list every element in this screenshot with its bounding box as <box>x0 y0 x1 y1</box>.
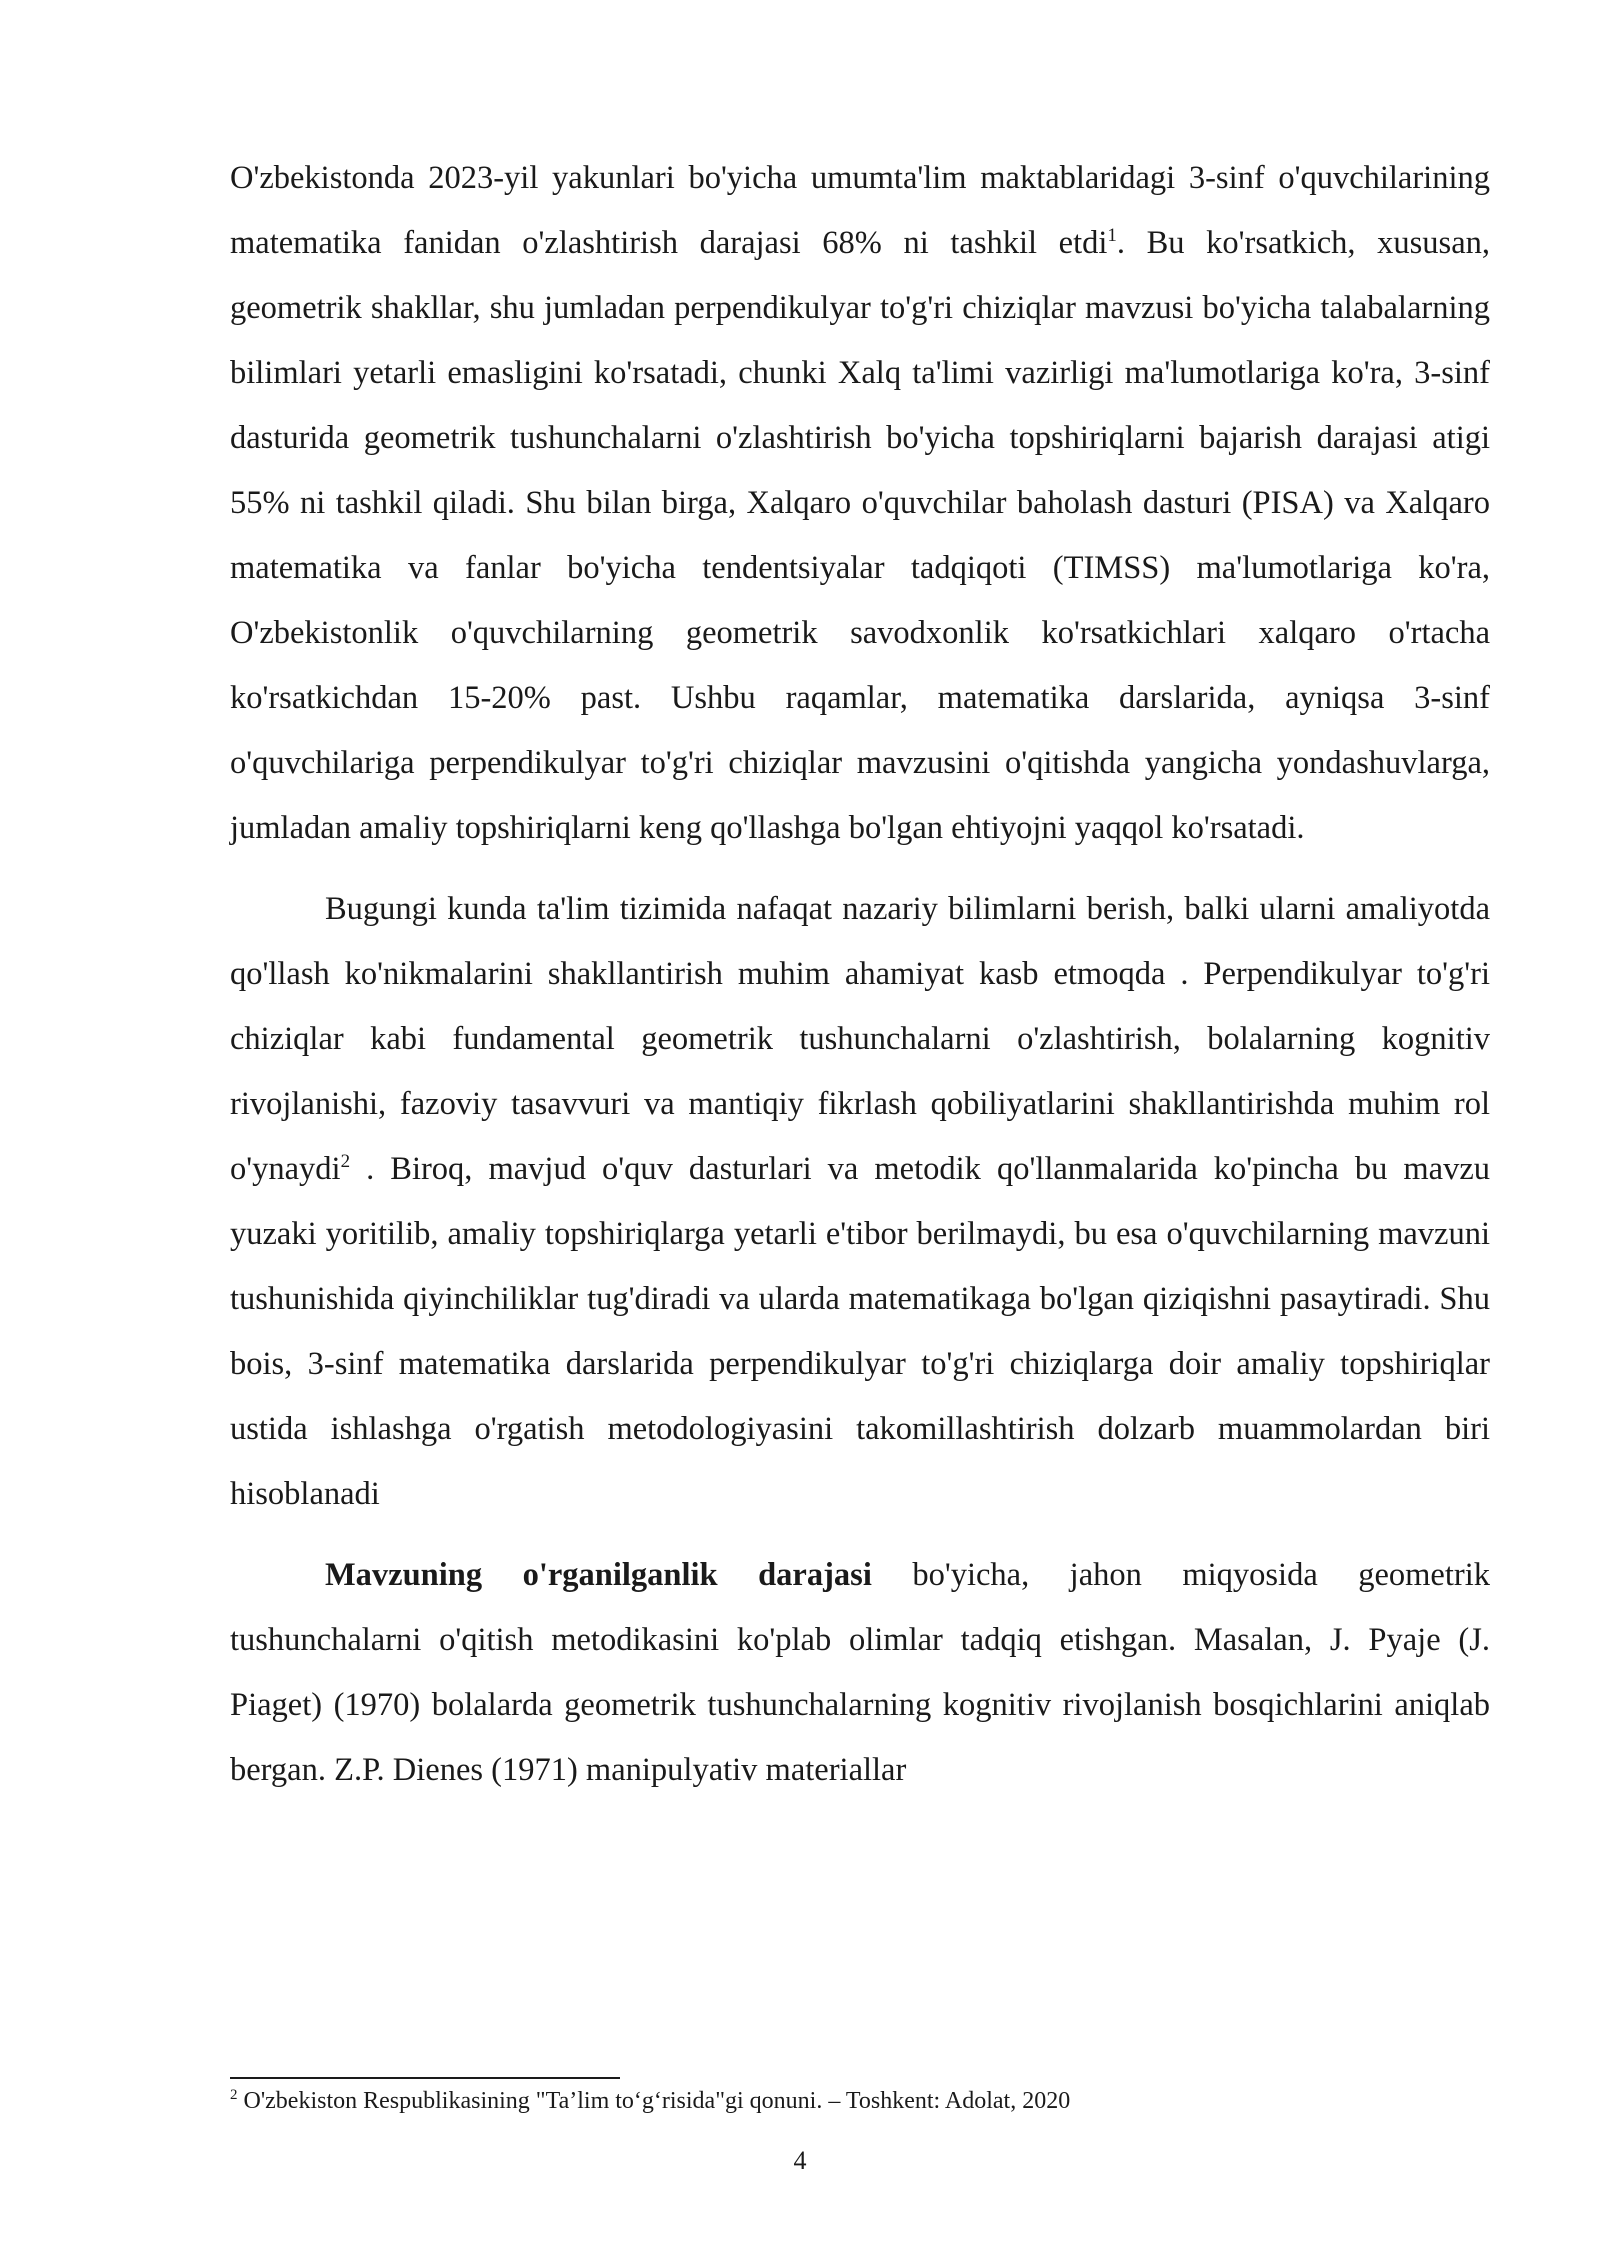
section-lead-heading: Mavzuning o'rganilganlik darajasi <box>325 1557 872 1593</box>
footnote <box>230 2084 1490 2118</box>
paragraph-3-text: bo'yicha, jahon miqyosida geometrik tushunchalarni o'qitish metodikasini ko'plab olimlar tadqiq etishgan. Masalan, J. Pyaje (J. Piaget) (1970) bolalarda geometrik tushunchalarning kognitiv rivojlanish bosqichlarini aniqlab bergan. Z.P. Dienes (1971) manipulyativ materiallar <box>230 1557 1490 1788</box>
paragraph-1-text-b: . Bu ko'rsatkich, xususan, geometrik shakllar, shu jumladan perpendikulyar to'g'ri chiziqlar mavzusi bo'yicha talabalarning bilimlari yetarli emasligini ko'rsatadi, chunki Xalq ta'limi vazirligi ma'lumotlariga ko'ra, 3-sinf dasturida geometrik tushunchalarni o'zlashtirish bo'yicha topshiriqlarni bajarish darajasi atigi 55% ni tashkil qiladi. Shu bilan birga, Xalqaro o'quvchilar baholash dasturi (PISA) va Xalqaro matematika va fanlar bo'yicha tendentsiyalar tadqiqoti (TIMSS) ma'lumotlariga ko'ra, O'zbekistonlik o'quvchilarning geometrik savodxonlik ko'rsatkichlari xalqaro o'rtacha ko'rsatkichdan 15-20% past. Ushbu raqamlar, matematika darslarida, ayniqsa 3-sinf o'quvchilariga perpendikulyar to'g'ri chiziqlar mavzusini o'qitishda yangicha yondashuvlarga, jumladan amaliy topshiriqlarni keng qo'llashga bo'lgan ehtiyojni yaqqol ko'rsatadi. <box>230 225 1491 846</box>
footnote-ref-1[interactable]: 1 <box>1107 225 1117 247</box>
paragraph-2-text-a: Bugungi kunda ta'lim tizimida nafaqat nazariy bilimlarni berish, balki ularni amaliyotda qo'llash ko'nikmalarini shakllantirish muhim ahamiyat kasb etmoqda . Perpendikulyar to'g'ri chiziqlar kabi fundamental geometrik tushunchalarni o'zlashtirish, bolalarning kognitiv rivojlanishi, fazoviy tasavvuri va mantiqiy fikrlash qobiliyatlarini shakllantirishda muhim rol o'ynaydi <box>230 891 1490 1187</box>
footnote-number: 2 <box>230 2087 238 2103</box>
footnote-separator <box>230 2077 620 2079</box>
footnote-ref-2[interactable]: 2 <box>340 1151 351 1173</box>
paragraph-2 <box>230 877 1490 1527</box>
paragraph-2-text-b: . Biroq, mavjud o'quv dasturlari va metodik qo'llanmalarida ko'pincha bu mavzu yuzaki yoritilib, amaliy topshiriqlarga yetarli e'tibor berilmaydi, bu esa o'quvchilarning mavzuni tushunishida qiyinchiliklar tug'diradi va ularda matematikaga bo'lgan qiziqishni pasaytiradi. Shu bois, 3-sinf matematika darslarida perpendikulyar to'g'ri chiziqlarga doir amaliy topshiriqlar ustida ishlashga o'rgatish metodologiyasini takomillashtirish dolzarb muammolardan biri hisoblanadi <box>230 1151 1490 1512</box>
paragraph-1 <box>230 146 1490 861</box>
paragraph-1-text-a: O'zbekistonda 2023-yil yakunlari bo'yicha umumta'lim maktablaridagi 3-sinf o'quvchilarining matematika fanidan o'zlashtirish darajasi 68% ni tashkil etdi <box>230 160 1490 261</box>
paragraph-3 <box>230 1543 1490 1803</box>
footnote-text: O'zbekiston Respublikasining "Ta’lim to‘g‘risida"gi qonuni. – Toshkent: Adolat, 2020 <box>237 2088 1071 2114</box>
page-number: 4 <box>793 2146 807 2175</box>
body-text <box>230 146 1490 1803</box>
